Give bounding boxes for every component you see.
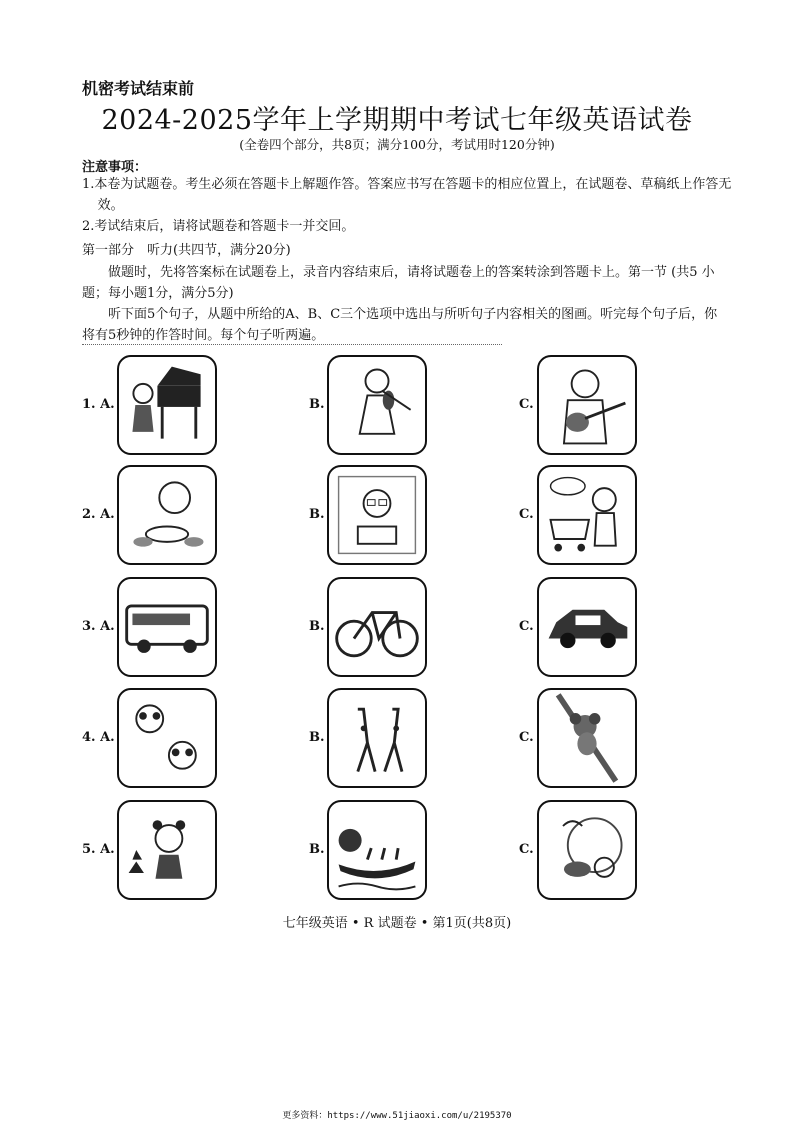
page-footer: 七年级英语 • R 试题卷 • 第1页(共8页) [282,916,512,931]
option-label: 1. A. [82,397,115,412]
bicycle-icon [329,579,425,675]
girl-violin-icon [329,357,425,453]
confidential-label: 机密考试结束前 [82,79,195,98]
girl-studying-icon [329,467,425,563]
option-label: B. [309,507,325,522]
bus-icon [119,579,215,675]
option-picture [327,465,427,565]
option-label: 2. A. [82,507,115,522]
watermark-url: 更多资料：https://www.51jiaoxi.com/u/2195370 [282,1111,512,1121]
option-label: C. [519,397,534,412]
exam-title: 2024-2025学年上学期期中考试七年级英语试卷 [101,105,693,136]
note-item: 2.考试结束后，请将试题卷和答题卡一并交回。 [82,219,355,234]
option-picture [327,800,427,900]
option-picture [537,800,637,900]
option-picture [117,577,217,677]
panda-icon [119,690,215,786]
part1-intro: 做题时，先将答案标在试题卷上，录音内容结束后，请将试题卷上的答案转涂到答题卡上。第一节 (共5 小题；每小题1分，满分5分) [82,265,715,301]
giraffe-icon [329,690,425,786]
option-picture [327,355,427,455]
option-picture [537,688,637,788]
mid-autumn-icon [539,802,635,898]
option-picture [117,355,217,455]
girl-piano-icon [119,357,215,453]
section1-intro: 听下面5个句子，从题中所给的A、B、C三个选项中选出与所听句子内容相关的图画。听完每个句子后，你将有5秒钟的作答时间。每个句子听两遍。 [82,307,718,343]
notes-heading: 注意事项： [82,160,148,175]
option-label: B. [309,842,325,857]
option-label: 5. A. [82,842,115,857]
boy-guitar-icon [539,357,635,453]
option-label: B. [309,730,325,745]
option-picture [537,355,637,455]
koala-icon [539,690,635,786]
option-picture [117,465,217,565]
dragon-boat-icon [329,802,425,898]
note-item: 1.本卷为试题卷。考生必须在答题卡上解题作答。答案应书写在答题卡的相应位置上，在试题卷、草稿纸上作答无效。 [82,177,732,213]
option-label: B. [309,397,325,412]
exam-subtitle: (全卷四个部分，共8页；满分100分，考试用时120分钟) [239,137,555,152]
option-picture [537,577,637,677]
spring-festival-icon [119,802,215,898]
option-label: 4. A. [82,730,115,745]
option-picture [327,577,427,677]
girl-shopping-icon [539,467,635,563]
option-label: C. [519,730,534,745]
option-label: C. [519,619,534,634]
option-label: 3. A. [82,619,115,634]
option-picture [117,688,217,788]
car-icon [539,579,635,675]
option-label: C. [519,507,534,522]
part1-heading: 第一部分 听力(共四节，满分20分) [82,243,291,258]
girl-eating-icon [119,467,215,563]
dotted-divider [82,344,502,345]
option-label: C. [519,842,534,857]
option-picture [537,465,637,565]
option-label: B. [309,619,325,634]
option-picture [117,800,217,900]
option-picture [327,688,427,788]
